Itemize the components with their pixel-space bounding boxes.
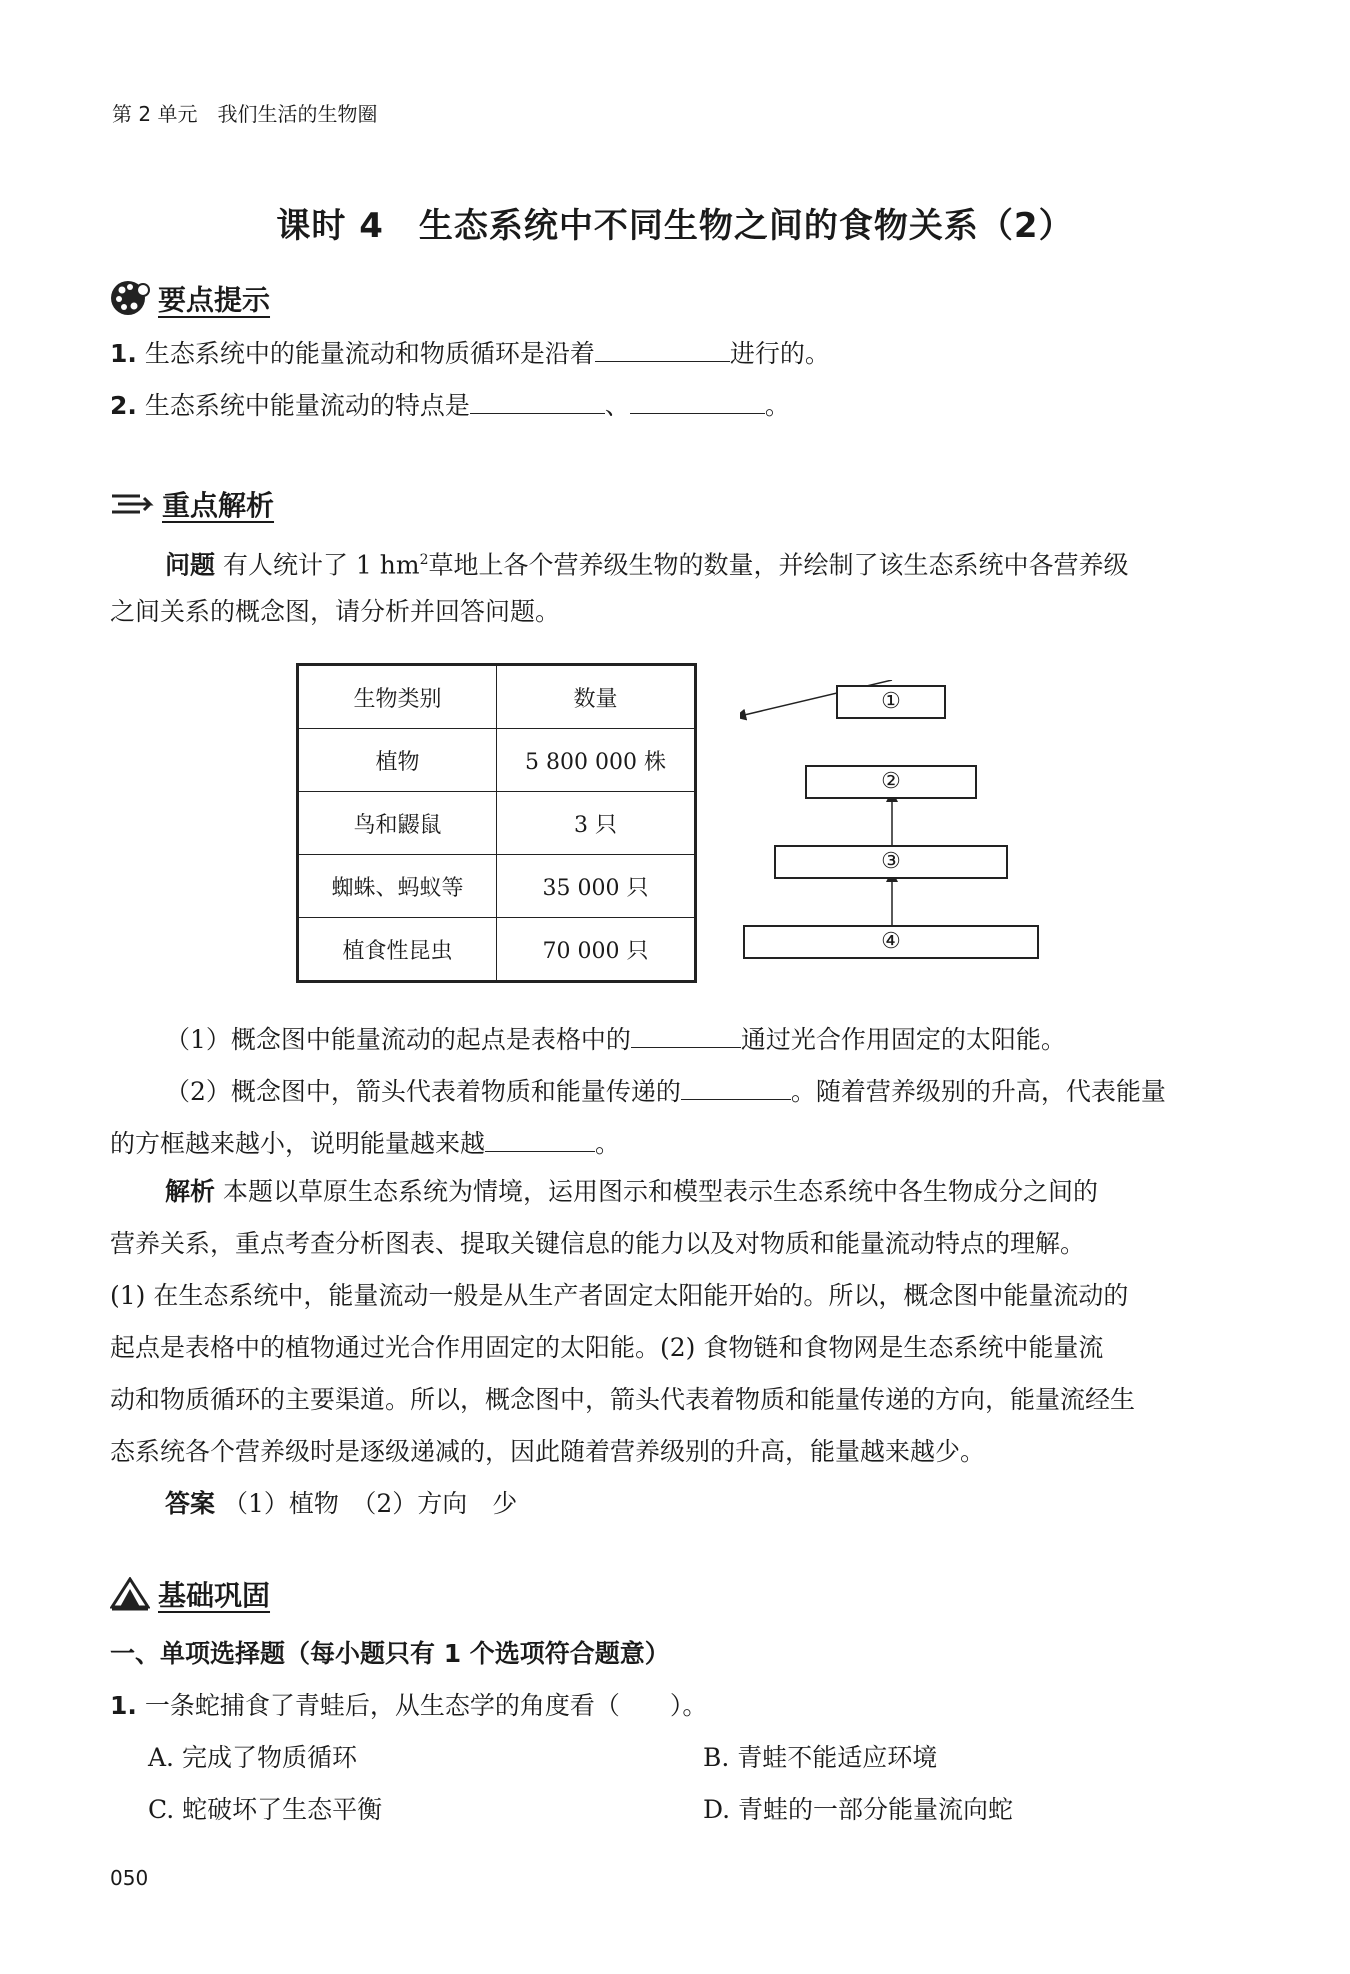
explanation-line: 起点是表格中的植物通过光合作用固定的太阳能。(2) 食物链和食物网是生态系统中能量流 (110, 1333, 1104, 1362)
mc-question-1-stem: 一条蛇捕食了青蛙后，从生态学的角度看（ ）。 (144, 1691, 708, 1720)
key-point-2-end: 。 (764, 391, 790, 420)
table-cell: 70 000 只 (497, 918, 695, 981)
key-point-1-end: 进行的。 (729, 339, 830, 368)
key-point-1 (110, 328, 830, 380)
option-c[interactable]: C. 蛇破坏了生态平衡 (148, 1795, 383, 1824)
sub-question-2b (110, 1118, 620, 1170)
sub-question-2b-text: 的方框越来越小，说明能量越来越 (110, 1129, 486, 1158)
sub-question-2b-end: 。 (595, 1129, 621, 1158)
answer-text: （1）植物 （2）方向 少 (222, 1489, 518, 1518)
answer-blank[interactable] (630, 383, 765, 414)
sub-question-1-end: 通过光合作用固定的太阳能。 (740, 1025, 1066, 1054)
answer-blank[interactable] (485, 1121, 595, 1152)
question-number: 2. (110, 391, 137, 420)
explanation-line (165, 1166, 1098, 1218)
option-b[interactable]: B. 青蛙不能适应环境 (703, 1743, 938, 1772)
page-number: 050 (110, 1866, 149, 1890)
answer-label: 答案 (165, 1489, 216, 1518)
table-cell: 蜘蛛、蚂蚁等 (299, 855, 497, 918)
mc-question-1 (110, 1680, 707, 1732)
explanation-line: (1) 在生态系统中，能量流动一般是从生产者固定太阳能开始的。所以，概念图中能量流动的 (110, 1281, 1129, 1310)
analysis-heading-text: 重点解析 (162, 489, 275, 522)
trophic-box-4: ④ (743, 925, 1039, 959)
problem-line-1 (165, 534, 1129, 591)
explanation-line: 营养关系，重点考查分析图表、提取关键信息的能力以及对物质和能量流动特点的理解。 (110, 1229, 1086, 1258)
explanation-text: 本题以草原生态系统为情境，运用图示和模型表示生态系统中各生物成分之间的 (222, 1177, 1098, 1206)
table-row (299, 918, 695, 981)
basics-heading-text: 基础巩固 (158, 1579, 271, 1612)
answer-blank[interactable] (595, 331, 730, 362)
sub-question-2-end: 。随着营养级别的升高，代表能量 (790, 1077, 1166, 1106)
option-a[interactable]: A. 完成了物质循环 (148, 1743, 357, 1772)
trophic-box-1: ① (836, 685, 946, 719)
table-cell: 植物 (299, 729, 497, 792)
table-row (299, 855, 695, 918)
lesson-title: 课时 4 生态系统中不同生物之间的食物关系（2） (276, 206, 1074, 246)
key-point-2-text: 生态系统中能量流动的特点是 (144, 391, 470, 420)
part-title: 一、单项选择题（每小题只有 1 个选项符合题意） (110, 1639, 670, 1668)
unit-header: 第 2 单元 我们生活的生物圈 (112, 102, 378, 126)
question-number: 1. (110, 339, 137, 368)
answer-blank[interactable] (681, 1069, 791, 1100)
key-point-2-mid: 、 (604, 391, 630, 420)
table-cell: 3 只 (497, 792, 695, 855)
problem-line-2: 之间关系的概念图，请分析并回答问题。 (110, 597, 561, 626)
basics-heading (110, 1574, 270, 1618)
key-point-2 (110, 380, 790, 432)
answer-line (165, 1478, 517, 1530)
organism-table (298, 665, 695, 981)
sub-question-1 (165, 1014, 1066, 1066)
table-cell: 35 000 只 (497, 855, 695, 918)
table-cell: 5 800 000 株 (497, 729, 695, 792)
answer-blank[interactable] (631, 1017, 741, 1048)
speed-lines-icon (110, 488, 154, 527)
problem-label: 问题 (165, 550, 216, 580)
trophic-box-2: ② (805, 765, 977, 799)
key-points-heading (110, 278, 270, 325)
problem-sup: 2 (419, 552, 429, 568)
table-header: 生物类别 (299, 666, 497, 729)
problem-text: 有人统计了 1 hm (222, 550, 420, 580)
key-point-1-text: 生态系统中的能量流动和物质循环是沿着 (144, 339, 595, 368)
table-cell: 植食性昆虫 (299, 918, 497, 981)
key-points-heading-text: 要点提示 (158, 283, 271, 317)
layers-icon (110, 1577, 150, 1618)
option-d[interactable]: D. 青蛙的一部分能量流向蛇 (703, 1795, 1014, 1824)
answer-blank[interactable] (470, 383, 605, 414)
table-header-row (299, 666, 695, 729)
table-cell: 鸟和鼹鼠 (299, 792, 497, 855)
table-row (299, 729, 695, 792)
table-header: 数量 (497, 666, 695, 729)
table-row (299, 792, 695, 855)
explanation-line: 动和物质循环的主要渠道。所以，概念图中，箭头代表着物质和能量传递的方向，能量流经生 (110, 1385, 1136, 1414)
explanation-label: 解析 (165, 1177, 216, 1206)
sub-question-1-text: （1）概念图中能量流动的起点是表格中的 (165, 1025, 631, 1054)
sub-question-2 (165, 1066, 1166, 1118)
trophic-box-3: ③ (774, 845, 1008, 879)
analysis-heading (110, 484, 274, 527)
problem-text-b: 草地上各个营养级生物的数量，并绘制了该生态系统中各营养级 (428, 550, 1129, 580)
sub-question-2-text: （2）概念图中，箭头代表着物质和能量传递的 (165, 1077, 681, 1106)
question-number: 1. (110, 1691, 137, 1720)
palette-icon (110, 278, 150, 325)
explanation-line: 态系统各个营养级时是逐级递减的，因此随着营养级别的升高，能量越来越少。 (110, 1437, 986, 1466)
